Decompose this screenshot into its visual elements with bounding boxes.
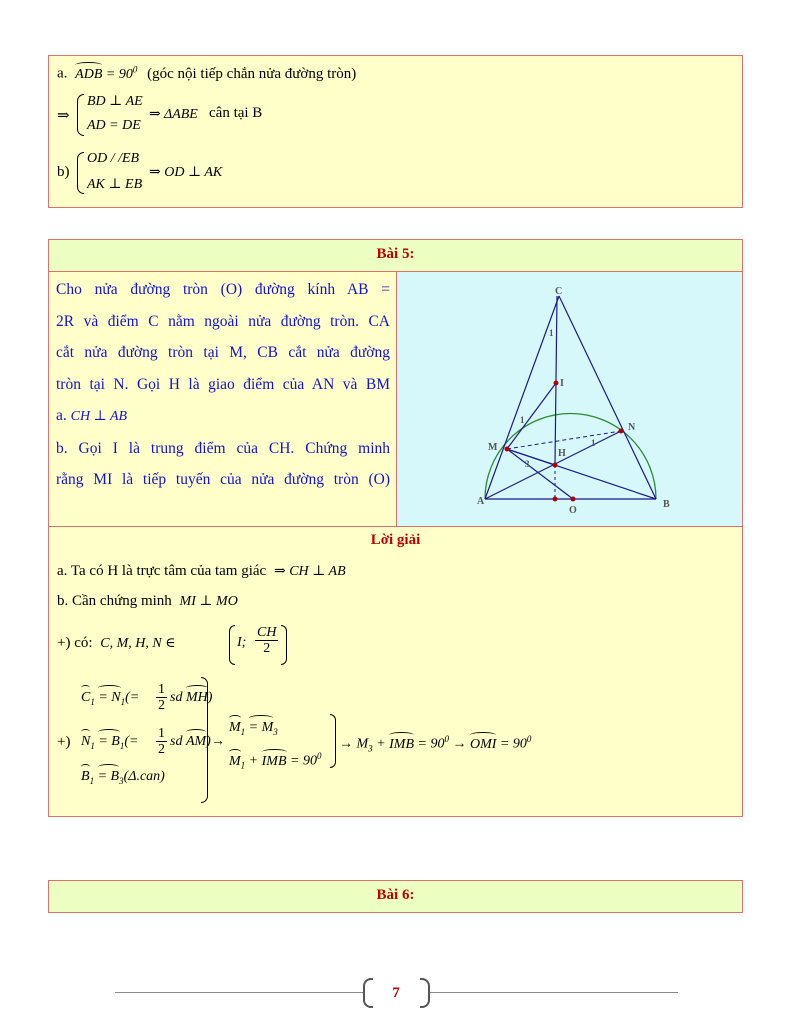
eq2-b: = B xyxy=(98,734,120,749)
sys1-result: ⇒ ΔABE xyxy=(149,107,198,122)
bai6-title: Bài 6: xyxy=(376,887,415,903)
eq2-close: ) xyxy=(206,734,211,749)
sol-c-math: C, M, H, N ∈ xyxy=(100,636,176,651)
mid2-eq: = 90 xyxy=(290,753,317,769)
label-b: B xyxy=(663,499,670,510)
result-row xyxy=(339,734,531,753)
sys2-line1: OD / /EB xyxy=(87,151,140,166)
sol-c-text: +) có: xyxy=(57,635,93,651)
mid-row-1 xyxy=(229,720,278,737)
mid2-m1: M xyxy=(229,753,241,769)
eq2-arc-am: AM xyxy=(185,734,207,749)
sys2-line2: AK ⊥ EB xyxy=(87,177,143,192)
mid2-plus: + xyxy=(248,753,259,769)
eq1-arc-mh: MH xyxy=(185,690,208,705)
point-h xyxy=(553,463,558,468)
res-eq: = 90 xyxy=(417,736,445,752)
bai5-problem-text-cell xyxy=(48,271,397,527)
point-foot xyxy=(553,497,558,502)
mid1-sub: 1 xyxy=(240,726,246,737)
eq1-close: ) xyxy=(207,690,213,705)
right-brace-2 xyxy=(330,714,336,768)
half-den-2: 2 xyxy=(158,742,165,757)
paren-open xyxy=(229,625,235,665)
label-a: A xyxy=(477,496,485,507)
fraction-ch-2 xyxy=(255,625,278,656)
a-text: (góc nội tiếp chắn nửa đường tròn) xyxy=(147,65,357,82)
half-num-2: 1 xyxy=(158,726,165,741)
res-plus: + xyxy=(376,736,386,752)
arrow-1: → xyxy=(211,734,225,749)
half-den-1: 2 xyxy=(158,698,165,713)
qa-label: a. xyxy=(56,407,67,424)
right-brace-1 xyxy=(201,677,208,803)
question-a xyxy=(56,400,390,433)
sys2-result: ⇒ OD ⊥ AK xyxy=(149,165,223,180)
mid2-imb: IMB xyxy=(261,753,287,769)
mid1-sub3: 3 xyxy=(273,726,278,737)
brace-left xyxy=(77,94,84,136)
problem-line-2: 2R và điểm C nằm ngoài nửa đường tròn. CA xyxy=(56,312,390,330)
mid2-sub: 1 xyxy=(240,760,246,771)
label-b: b) xyxy=(57,164,70,180)
eq-row-2 xyxy=(81,734,138,751)
eq2-sd: sd xyxy=(170,734,183,749)
sol-c-i: I; xyxy=(237,635,247,650)
a-degree: 0 xyxy=(132,64,138,74)
res-omi: OMI xyxy=(469,736,497,752)
label-h: H xyxy=(558,448,566,459)
eq3-b3: = B xyxy=(97,769,120,784)
footer-bracket-right xyxy=(420,978,430,1008)
page-number: 7 xyxy=(392,985,400,1001)
sol-a-math: ⇒ CH ⊥ AB xyxy=(273,564,346,579)
eq2-half xyxy=(156,726,167,757)
bai5-header xyxy=(48,239,743,272)
eq1-c: C xyxy=(81,690,91,705)
line-mh xyxy=(507,449,555,465)
sys1-line1: BD ⊥ AE xyxy=(87,94,143,109)
line-cb xyxy=(559,296,656,499)
qa-math: CH ⊥ AB xyxy=(70,409,128,424)
sol-line-a xyxy=(57,563,346,580)
label-m: M xyxy=(488,442,498,453)
line-ca xyxy=(485,296,559,499)
problem-line-3: cắt nửa đường tròn tại M, CB cắt nửa đường xyxy=(56,344,390,361)
problem-line-1: Cho nửa đường tròn (O) đường kính AB = xyxy=(56,281,390,298)
bai5-title: Bài 5: xyxy=(376,246,415,262)
eq2-sub: 1 xyxy=(90,740,95,751)
frac-den: 2 xyxy=(263,641,271,656)
point-m xyxy=(505,447,510,452)
sys1-line2: AD = DE xyxy=(87,118,141,133)
mid1-m3: = M xyxy=(248,720,274,735)
label-n: N xyxy=(628,422,636,433)
mid1-m1: M xyxy=(229,720,241,735)
implies-symbol: ⇒ xyxy=(57,108,70,124)
bai5-solution-box xyxy=(48,526,743,817)
label-angle-m1: 1 xyxy=(520,415,525,425)
eq2-sub-b: 1 xyxy=(119,740,125,751)
eq1-open: (= xyxy=(125,690,140,705)
label-i: I xyxy=(560,378,564,389)
problem-text xyxy=(56,274,390,496)
res-sub3: 3 xyxy=(368,743,373,754)
sol-line-c xyxy=(57,635,176,652)
label-angle-m3: 3 xyxy=(525,459,530,469)
label-angle-c1: 1 xyxy=(549,328,554,338)
angle-adb: ADB xyxy=(75,66,103,82)
point-o xyxy=(571,497,576,502)
eq1-n: = N xyxy=(98,690,121,705)
eq-row-3 xyxy=(81,769,165,786)
question-b-line-2: rằng MI là tiếp tuyến của nửa đường tròn (O) xyxy=(56,471,390,488)
eq3-reason: (Δ.can) xyxy=(123,769,165,784)
frac-num: CH xyxy=(257,625,277,640)
prev-line-a xyxy=(57,64,356,83)
eq2-n: N xyxy=(81,734,91,749)
eq2-open: (= xyxy=(124,734,139,749)
label-c: C xyxy=(555,286,563,297)
label-o: O xyxy=(569,505,577,516)
half-num-1: 1 xyxy=(158,682,165,697)
problem-line-4: tròn tại N. Gọi H là giao điểm của AN và BM xyxy=(56,375,390,393)
eq3-sub3: 3 xyxy=(119,775,124,786)
eq3-sub: 1 xyxy=(89,775,95,786)
sol-b-text: b. Cần chứng minh xyxy=(57,593,172,609)
res-m3: → M xyxy=(339,736,369,752)
sol-a-text: a. Ta có H là trực tâm của tam giác xyxy=(57,563,267,579)
paren-close xyxy=(281,625,287,665)
eq-row-1 xyxy=(81,690,139,707)
res-arrow: → xyxy=(452,736,467,752)
solution-title: Lời giải xyxy=(370,532,421,548)
bai6-header xyxy=(48,880,743,913)
bai5-figure-cell xyxy=(396,271,743,527)
res-eq2: = 90 xyxy=(499,736,527,752)
footer-line-left xyxy=(115,992,365,993)
eq1-sub: 1 xyxy=(90,696,95,707)
sol-b-math: MI ⊥ MO xyxy=(179,594,238,609)
footer-line-right xyxy=(428,992,678,993)
point-i xyxy=(554,381,559,386)
mid2-deg: 0 xyxy=(316,751,322,761)
label-angle-n1: 1 xyxy=(591,438,596,448)
plus-label: +) xyxy=(57,734,71,750)
prev-solution-box xyxy=(48,55,743,208)
eq1-sd: sd xyxy=(170,690,183,705)
eq1-sub-n: 1 xyxy=(120,696,126,707)
mid-row-2 xyxy=(229,751,321,770)
res-imb: IMB xyxy=(389,736,415,752)
sys1-text: cân tại B xyxy=(209,105,263,121)
brace-left-2 xyxy=(77,152,84,194)
point-n xyxy=(619,429,624,434)
res-deg2: 0 xyxy=(526,734,532,744)
a-value: = 90 xyxy=(105,66,133,82)
question-b-line-1: b. Gọi I là trung điểm của CH. Chứng minh xyxy=(56,439,390,457)
res-deg: 0 xyxy=(444,734,449,744)
label-a: a. xyxy=(57,65,68,82)
sol-line-b xyxy=(57,593,238,610)
eq1-half xyxy=(156,682,167,713)
geometry-figure xyxy=(397,272,742,526)
eq3-b1: B xyxy=(81,769,90,784)
footer-bracket-left xyxy=(363,978,373,1008)
